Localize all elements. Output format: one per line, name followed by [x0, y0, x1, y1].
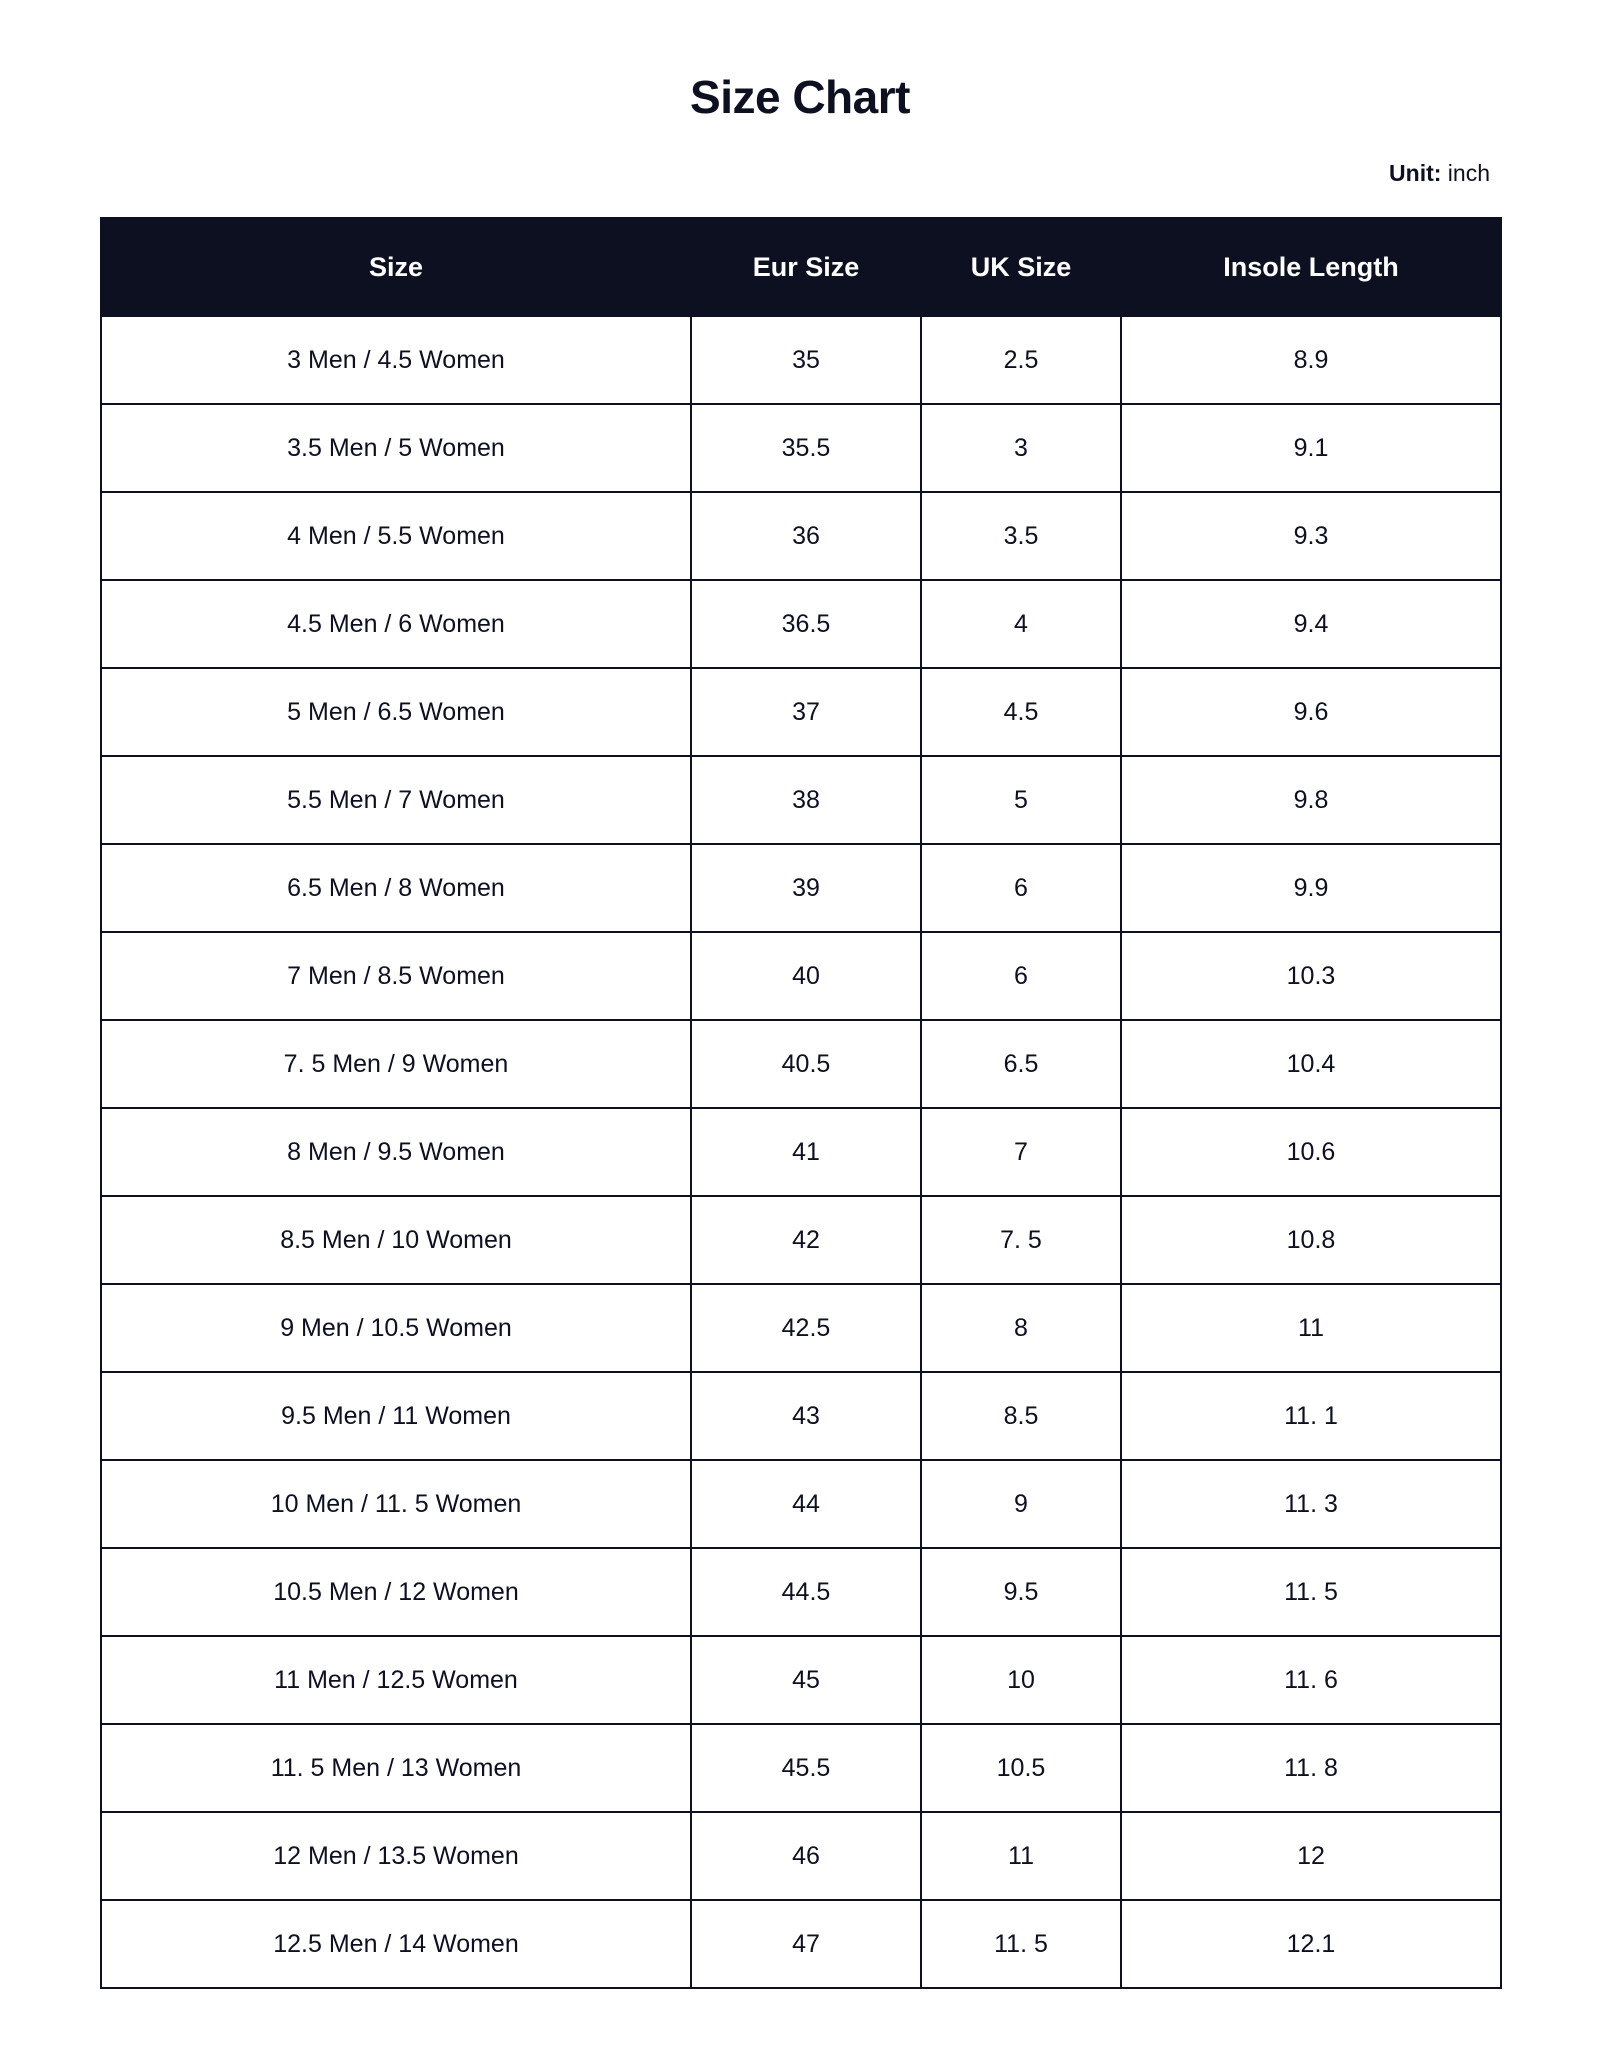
cell-size: 9 Men / 10.5 Women: [101, 1284, 691, 1372]
cell-eur-size: 39: [691, 844, 921, 932]
cell-insole-length: 11. 1: [1121, 1372, 1501, 1460]
cell-eur-size: 35: [691, 316, 921, 404]
cell-eur-size: 45: [691, 1636, 921, 1724]
page-title: Size Chart: [690, 71, 910, 123]
cell-size: 3.5 Men / 5 Women: [101, 404, 691, 492]
cell-insole-length: 9.6: [1121, 668, 1501, 756]
cell-eur-size: 47: [691, 1900, 921, 1988]
cell-size: 10.5 Men / 12 Women: [101, 1548, 691, 1636]
column-header-insole-length: Insole Length: [1121, 218, 1501, 316]
cell-insole-length: 9.1: [1121, 404, 1501, 492]
cell-uk-size: 6.5: [921, 1020, 1121, 1108]
cell-insole-length: 10.4: [1121, 1020, 1501, 1108]
cell-uk-size: 7: [921, 1108, 1121, 1196]
unit-label: Unit:: [1389, 160, 1442, 186]
cell-uk-size: 2.5: [921, 316, 1121, 404]
cell-size: 8.5 Men / 10 Women: [101, 1196, 691, 1284]
cell-size: 4.5 Men / 6 Women: [101, 580, 691, 668]
cell-eur-size: 46: [691, 1812, 921, 1900]
table-row: [101, 1196, 1501, 1284]
cell-insole-length: 9.8: [1121, 756, 1501, 844]
cell-uk-size: 4.5: [921, 668, 1121, 756]
table-row: [101, 1900, 1501, 1988]
table-row: [101, 580, 1501, 668]
cell-eur-size: 45.5: [691, 1724, 921, 1812]
cell-uk-size: 10: [921, 1636, 1121, 1724]
cell-eur-size: 37: [691, 668, 921, 756]
table-row: [101, 932, 1501, 1020]
cell-insole-length: 10.8: [1121, 1196, 1501, 1284]
cell-size: 7. 5 Men / 9 Women: [101, 1020, 691, 1108]
cell-eur-size: 42: [691, 1196, 921, 1284]
cell-eur-size: 41: [691, 1108, 921, 1196]
unit-value: inch: [1447, 160, 1490, 186]
cell-insole-length: 9.9: [1121, 844, 1501, 932]
table-row: [101, 1636, 1501, 1724]
table-row: [101, 492, 1501, 580]
cell-size: 8 Men / 9.5 Women: [101, 1108, 691, 1196]
cell-eur-size: 38: [691, 756, 921, 844]
table-body: [101, 316, 1501, 1988]
cell-size: 12 Men / 13.5 Women: [101, 1812, 691, 1900]
cell-eur-size: 42.5: [691, 1284, 921, 1372]
cell-eur-size: 36: [691, 492, 921, 580]
cell-uk-size: 9.5: [921, 1548, 1121, 1636]
cell-size: 9.5 Men / 11 Women: [101, 1372, 691, 1460]
cell-size: 4 Men / 5.5 Women: [101, 492, 691, 580]
cell-insole-length: 10.6: [1121, 1108, 1501, 1196]
table-row: [101, 1372, 1501, 1460]
cell-size: 10 Men / 11. 5 Women: [101, 1460, 691, 1548]
cell-eur-size: 35.5: [691, 404, 921, 492]
cell-insole-length: 11. 8: [1121, 1724, 1501, 1812]
cell-insole-length: 11. 5: [1121, 1548, 1501, 1636]
cell-uk-size: 10.5: [921, 1724, 1121, 1812]
cell-eur-size: 36.5: [691, 580, 921, 668]
cell-size: 6.5 Men / 8 Women: [101, 844, 691, 932]
cell-eur-size: 40.5: [691, 1020, 921, 1108]
cell-insole-length: 12.1: [1121, 1900, 1501, 1988]
cell-uk-size: 7. 5: [921, 1196, 1121, 1284]
cell-uk-size: 8.5: [921, 1372, 1121, 1460]
cell-insole-length: 11. 6: [1121, 1636, 1501, 1724]
table-header: [101, 218, 1501, 316]
table-row: [101, 404, 1501, 492]
cell-uk-size: 9: [921, 1460, 1121, 1548]
cell-insole-length: 10.3: [1121, 932, 1501, 1020]
column-header-uk-size: UK Size: [921, 218, 1121, 316]
table-row: [101, 1724, 1501, 1812]
size-chart-table: [100, 217, 1502, 1989]
cell-size: 5.5 Men / 7 Women: [101, 756, 691, 844]
cell-insole-length: 8.9: [1121, 316, 1501, 404]
table-row: [101, 1020, 1501, 1108]
cell-uk-size: 4: [921, 580, 1121, 668]
cell-size: 7 Men / 8.5 Women: [101, 932, 691, 1020]
table-row: [101, 1284, 1501, 1372]
cell-size: 12.5 Men / 14 Women: [101, 1900, 691, 1988]
cell-eur-size: 44.5: [691, 1548, 921, 1636]
cell-size: 11 Men / 12.5 Women: [101, 1636, 691, 1724]
table-row: [101, 1812, 1501, 1900]
cell-uk-size: 8: [921, 1284, 1121, 1372]
column-header-eur-size: Eur Size: [691, 218, 921, 316]
cell-uk-size: 6: [921, 932, 1121, 1020]
cell-eur-size: 40: [691, 932, 921, 1020]
cell-insole-length: 9.3: [1121, 492, 1501, 580]
table-row: [101, 1460, 1501, 1548]
cell-eur-size: 43: [691, 1372, 921, 1460]
table-row: [101, 756, 1501, 844]
cell-insole-length: 11: [1121, 1284, 1501, 1372]
table-row: [101, 1548, 1501, 1636]
table-row: [101, 1108, 1501, 1196]
cell-eur-size: 44: [691, 1460, 921, 1548]
cell-uk-size: 6: [921, 844, 1121, 932]
cell-uk-size: 3.5: [921, 492, 1121, 580]
cell-size: 3 Men / 4.5 Women: [101, 316, 691, 404]
cell-uk-size: 5: [921, 756, 1121, 844]
table-row: [101, 668, 1501, 756]
cell-insole-length: 11. 3: [1121, 1460, 1501, 1548]
cell-uk-size: 3: [921, 404, 1121, 492]
column-header-size: Size: [101, 218, 691, 316]
cell-uk-size: 11. 5: [921, 1900, 1121, 1988]
cell-insole-length: 12: [1121, 1812, 1501, 1900]
cell-size: 11. 5 Men / 13 Women: [101, 1724, 691, 1812]
table-row: [101, 316, 1501, 404]
table-header-row: [101, 218, 1501, 316]
table-row: [101, 844, 1501, 932]
cell-uk-size: 11: [921, 1812, 1121, 1900]
cell-size: 5 Men / 6.5 Women: [101, 668, 691, 756]
cell-insole-length: 9.4: [1121, 580, 1501, 668]
unit-note: [100, 160, 1500, 187]
